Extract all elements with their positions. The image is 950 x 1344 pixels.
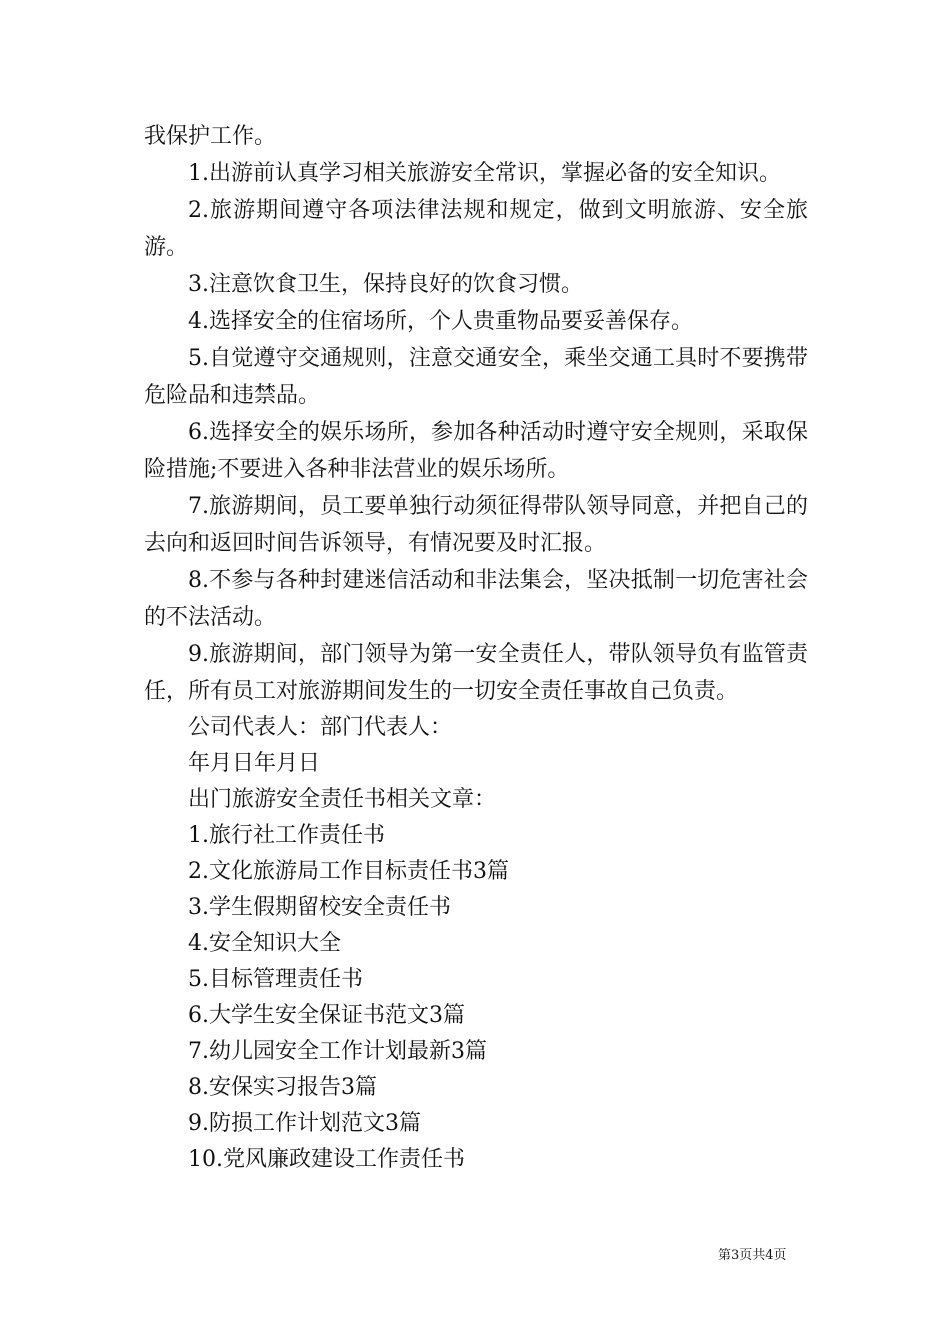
date-line: 年月日年月日: [188, 751, 321, 776]
signature-line: 公司代表人：部门代表人：: [188, 715, 453, 740]
rule-item: 5.自觉遵守交通规则，注意交通安全，乘坐交通工具时不要携带危险品和违禁品。: [144, 346, 808, 408]
related-article-link[interactable]: 6.大学生安全保证书范文3篇: [188, 1003, 465, 1028]
rule-item: 6.选择安全的娱乐场所，参加各种活动时遵守安全规则，采取保险措施;不要进入各种非法营业的娱乐场所。: [144, 420, 808, 482]
related-article-link[interactable]: 5.目标管理责任书: [188, 967, 363, 992]
document-body: [144, 118, 808, 1178]
rule-item: 4.选择安全的住宿场所，个人贵重物品要妥善保存。: [188, 309, 693, 334]
rule-item: 2.旅游期间遵守各项法律法规和规定，做到文明旅游、安全旅游。: [144, 198, 808, 260]
opening-line: 我保护工作。: [144, 124, 277, 149]
rule-item: 7.旅游期间，员工要单独行动须征得带队领导同意，并把自己的去向和返回时间告诉领导，有情况要及时汇报。: [144, 494, 808, 556]
related-article-link[interactable]: 1.旅行社工作责任书: [188, 823, 385, 848]
related-article-link[interactable]: 3.学生假期留校安全责任书: [188, 895, 451, 920]
related-article-link[interactable]: 4.安全知识大全: [188, 931, 341, 956]
rule-item: 1.出游前认真学习相关旅游安全常识，掌握必备的安全知识。: [188, 161, 781, 186]
rule-item: 3.注意饮食卫生，保持良好的饮食习惯。: [188, 272, 583, 297]
related-article-link[interactable]: 2.文化旅游局工作目标责任书3篇: [188, 859, 509, 884]
related-article-link[interactable]: 8.安保实习报告3篇: [188, 1075, 377, 1100]
related-article-link[interactable]: 10.党风廉政建设工作责任书: [188, 1147, 465, 1172]
page-number: 第3页共4页: [718, 1248, 787, 1263]
rule-item: 9.旅游期间，部门领导为第一安全责任人，带队领导负有监管责任，所有员工对旅游期间发生的一切安全责任事故自己负责。: [144, 642, 808, 704]
related-article-link[interactable]: 7.幼儿园安全工作计划最新3篇: [188, 1039, 487, 1064]
related-heading: 出门旅游安全责任书相关文章：: [188, 787, 497, 812]
related-article-link[interactable]: 9.防损工作计划范文3篇: [188, 1111, 421, 1136]
rule-item: 8.不参与各种封建迷信活动和非法集会，坚决抵制一切危害社会的不法活动。: [144, 568, 808, 630]
